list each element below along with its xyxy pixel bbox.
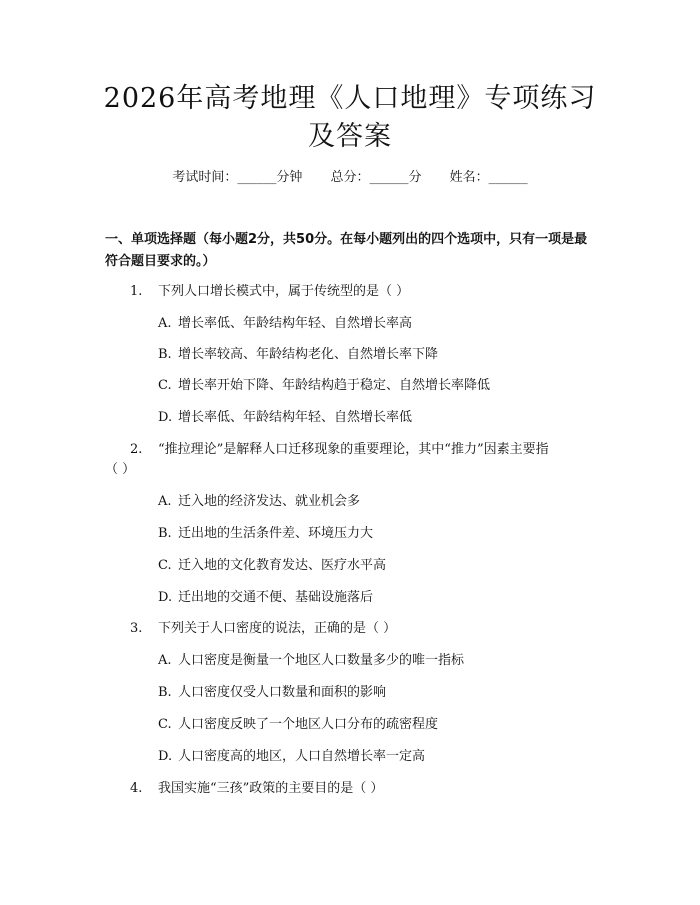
section-heading: 一、单项选择题（每小题2分，共50分。在每小题列出的四个选项中，只有一项是最符合题目要求的。） bbox=[105, 232, 588, 269]
question-3-option-a bbox=[158, 651, 464, 671]
option-letter: C. bbox=[158, 378, 172, 393]
option-text: 迁入地的文化教育发达、医疗水平高 bbox=[178, 558, 387, 573]
question-1-option-d bbox=[158, 408, 412, 428]
option-text: 迁入地的经济发达、就业机会多 bbox=[178, 494, 361, 509]
question-stem: 下列人口增长模式中，属于传统型的是（ ） bbox=[158, 284, 410, 299]
question-3-option-b bbox=[158, 683, 386, 703]
question-number: 2. bbox=[130, 442, 143, 457]
question-number: 3. bbox=[130, 621, 143, 636]
question-1-option-a bbox=[158, 314, 412, 334]
option-text: 人口密度是衡量一个地区人口数量多少的唯一指标 bbox=[178, 653, 465, 668]
option-text: 人口密度反映了一个地区人口分布的疏密程度 bbox=[178, 717, 439, 732]
option-text: 增长率开始下降、年龄结构趋于稳定、自然增长率降低 bbox=[178, 378, 491, 393]
option-letter: A. bbox=[158, 653, 172, 668]
question-2-option-b bbox=[158, 524, 373, 544]
question-2-option-a bbox=[158, 492, 360, 512]
option-letter: C. bbox=[158, 558, 172, 573]
option-letter: B. bbox=[158, 347, 172, 362]
option-letter: A. bbox=[158, 494, 172, 509]
question-2-stem-continuation: （ ） bbox=[105, 462, 136, 477]
option-letter: D. bbox=[158, 410, 173, 425]
question-1-option-b bbox=[158, 345, 438, 365]
option-text: 人口密度仅受人口数量和面积的影响 bbox=[178, 685, 387, 700]
option-text: 增长率低、年龄结构年轻、自然增长率高 bbox=[178, 316, 413, 331]
option-letter: D. bbox=[158, 590, 173, 605]
question-1 bbox=[130, 282, 409, 302]
option-text: 人口密度高的地区，人口自然增长率一定高 bbox=[178, 749, 426, 764]
option-letter: A. bbox=[158, 316, 172, 331]
option-letter: D. bbox=[158, 749, 173, 764]
exam-info-row bbox=[0, 168, 700, 188]
option-letter: B. bbox=[158, 526, 172, 541]
option-text: 迁出地的生活条件差、环境压力大 bbox=[178, 526, 374, 541]
question-stem: 下列关于人口密度的说法，正确的是（ ） bbox=[158, 621, 397, 636]
exam-time-field: 考试时间：______分钟 bbox=[172, 170, 303, 185]
question-2 bbox=[130, 440, 549, 460]
question-number: 4. bbox=[130, 781, 143, 796]
question-2-option-d bbox=[158, 588, 373, 608]
document-title: 2026年高考地理《人口地理》专项练习及答案 bbox=[103, 83, 597, 152]
question-number: 1. bbox=[130, 284, 143, 299]
option-text: 增长率较高、年龄结构老化、自然增长率下降 bbox=[178, 347, 439, 362]
question-2-option-c bbox=[158, 556, 386, 576]
question-3-option-c bbox=[158, 715, 438, 735]
option-letter: C. bbox=[158, 717, 172, 732]
student-name-field: 姓名：______ bbox=[449, 170, 528, 185]
question-4 bbox=[130, 779, 383, 799]
option-text: 增长率低、年龄结构年轻、自然增长率低 bbox=[178, 410, 413, 425]
question-stem: 我国实施“三孩”政策的主要目的是（ ） bbox=[158, 781, 384, 796]
total-score-field: 总分：______分 bbox=[330, 170, 422, 185]
question-1-option-c bbox=[158, 376, 490, 396]
option-text: 迁出地的交通不便、基础设施落后 bbox=[178, 590, 374, 605]
question-stem: “推拉理论”是解释人口迁移现象的重要理论，其中“推力”因素主要指 bbox=[158, 442, 549, 457]
option-letter: B. bbox=[158, 685, 172, 700]
question-3-option-d bbox=[158, 747, 425, 767]
question-3 bbox=[130, 619, 396, 639]
